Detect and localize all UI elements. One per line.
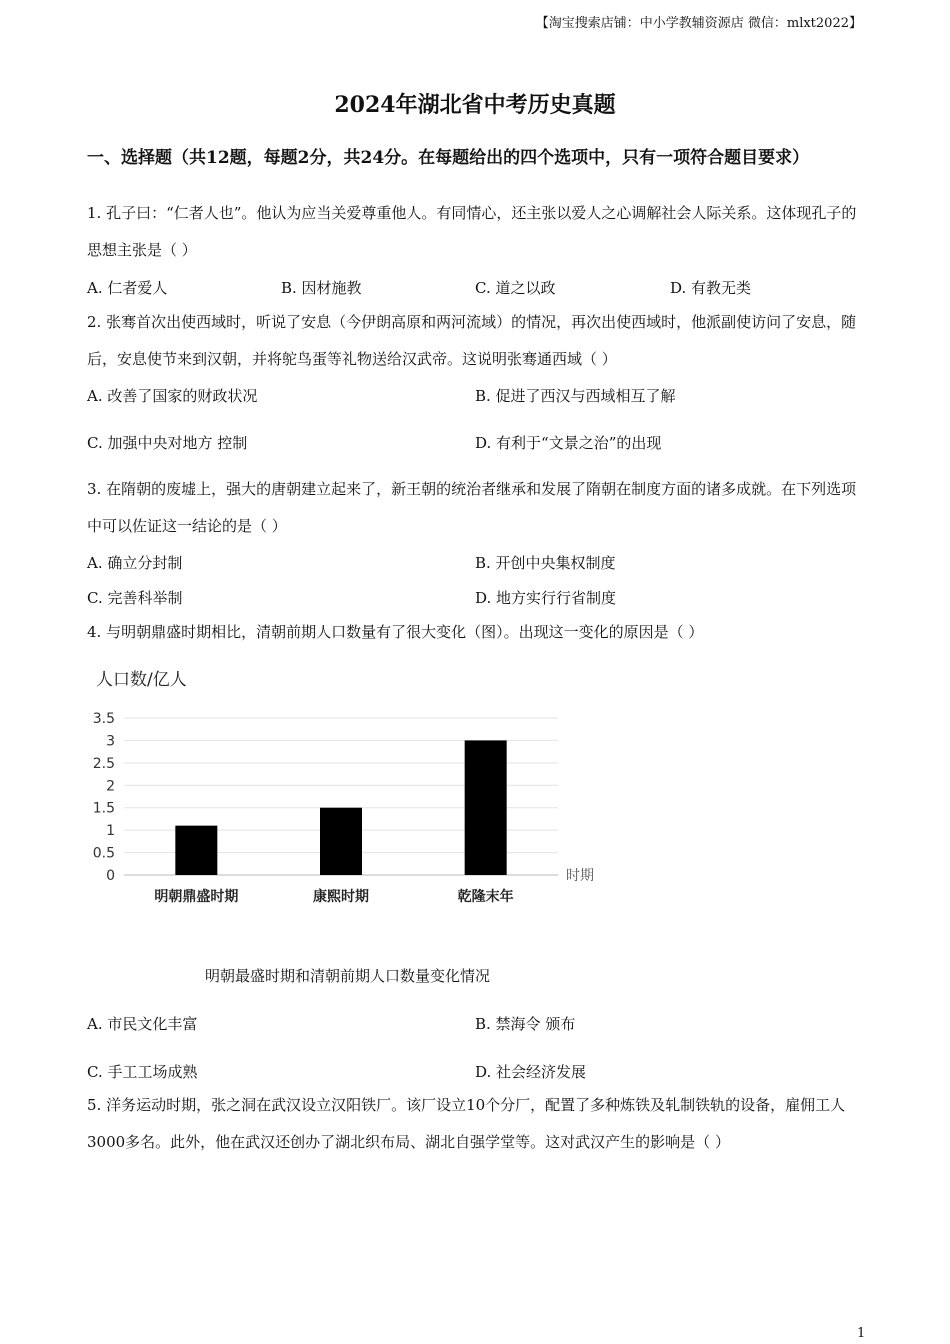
question-3-option-d: D. 地方实行行省制度 bbox=[475, 589, 617, 607]
question-2-option-d: D. 有利于“文景之治”的出现 bbox=[475, 434, 662, 452]
question-1-stem: 1. 孔子曰：“仁者人也”。他认为应当关爱尊重他人。有同情心，还主张以爱人之心调解社会人际关系。这体现孔子的思想主张是（ ） bbox=[87, 204, 857, 259]
question-2-stem: 2. 张骞首次出使西域时，听说了安息（今伊朗高原和两河流域）的情况，再次出使西域时，他派副使访问了安息，随后，安息使节来到汉朝，并将鸵鸟蛋等礼物送给汉武帝。这说明张骞通西域（ ） bbox=[87, 313, 857, 368]
page-title: 2024年湖北省中考历史真题 bbox=[334, 92, 616, 118]
chart-xlabel: 时期 bbox=[566, 868, 594, 884]
chart-category-label: 乾隆末年 bbox=[457, 889, 514, 905]
question-3-option-c: C. 完善科举制 bbox=[87, 589, 183, 607]
question-4-option-c: C. 手工工场成熟 bbox=[87, 1063, 198, 1081]
question-4-stem: 4. 与明朝鼎盛时期相比，清朝前期人口数量有了很大变化（图）。出现这一变化的原因是（ ） bbox=[87, 623, 704, 641]
chart-caption: 明朝最盛时期和清朝前期人口数量变化情况 bbox=[205, 967, 491, 985]
question-2-option-a: A. 改善了国家的财政状况 bbox=[87, 387, 258, 405]
question-3-option-a: A. 确立分封制 bbox=[87, 554, 183, 572]
shop-header: 【淘宝搜索店铺：中小学教辅资源店 微信：mlxt2022】 bbox=[535, 16, 862, 31]
page-number: 1 bbox=[857, 1326, 866, 1341]
chart-svg bbox=[85, 660, 625, 920]
question-1-option-c: C. 道之以政 bbox=[475, 279, 556, 297]
chart-ytick-label: 2 bbox=[106, 778, 115, 795]
question-2-option-c: C. 加强中央对地方 控制 bbox=[87, 434, 248, 452]
chart-bar bbox=[175, 826, 217, 875]
question-1-option-b: B. 因材施教 bbox=[281, 279, 362, 297]
chart-ytick-label: 0.5 bbox=[92, 845, 115, 862]
chart-category-label: 明朝鼎盛时期 bbox=[154, 889, 239, 905]
chart-ytick-label: 1 bbox=[106, 823, 115, 840]
question-4-option-d: D. 社会经济发展 bbox=[475, 1063, 587, 1081]
question-3-option-b: B. 开创中央集权制度 bbox=[475, 554, 616, 572]
chart-ytick-label: 3 bbox=[106, 733, 115, 750]
chart-ytick-label: 0 bbox=[106, 868, 115, 884]
question-2-option-b: B. 促进了西汉与西域相互了解 bbox=[475, 387, 676, 405]
question-3-stem: 3. 在隋朝的废墟上，强大的唐朝建立起来了，新王朝的统治者继承和发展了隋朝在制度方面的诸多成就。在下列选项中可以佐证这一结论的是（ ） bbox=[87, 480, 857, 535]
chart-category-label: 康熙时期 bbox=[313, 889, 369, 905]
question-4-option-a: A. 市民文化丰富 bbox=[87, 1015, 198, 1033]
question-4-option-b: B. 禁海令 颁布 bbox=[475, 1015, 576, 1033]
chart-ytick-label: 1.5 bbox=[92, 800, 115, 817]
population-chart bbox=[85, 660, 625, 920]
chart-ytick-label: 3.5 bbox=[92, 711, 115, 727]
chart-title: 人口数/亿人 bbox=[96, 670, 187, 690]
question-1-option-d: D. 有教无类 bbox=[670, 279, 752, 297]
chart-ytick-label: 2.5 bbox=[92, 755, 115, 772]
section-heading: 一、选择题（共12题，每题2分，共24分。在每题给出的四个选项中，只有一项符合题目要求） bbox=[87, 148, 810, 168]
question-5-stem: 5. 洋务运动时期，张之洞在武汉设立汉阳铁厂。该厂设立10个分厂，配置了多种炼铁及轧制铁轨的设备，雇佣工人3000多名。此外，他在武汉还创办了湖北织布局、湖北自强学堂等。这对武汉产生的影响是（ ） bbox=[87, 1096, 846, 1151]
chart-bar bbox=[320, 808, 362, 875]
chart-bar bbox=[465, 740, 507, 875]
question-1-option-a: A. 仁者爱人 bbox=[87, 279, 168, 297]
